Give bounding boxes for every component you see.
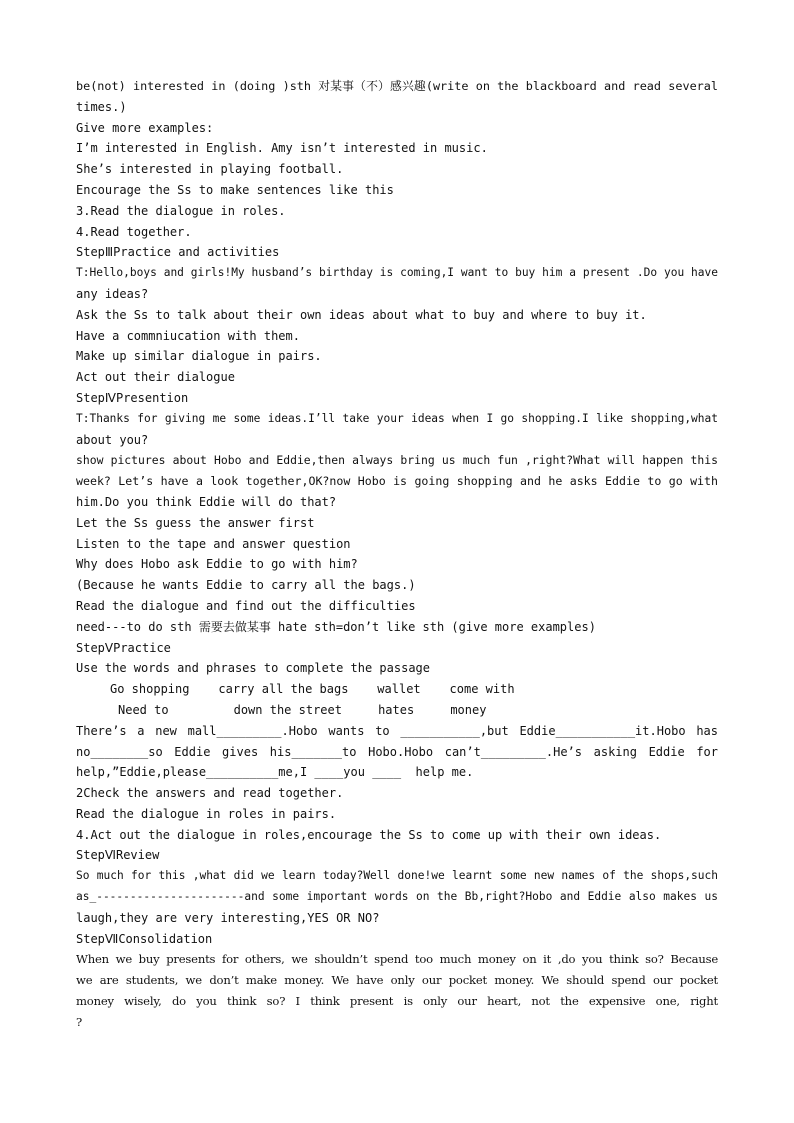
step-heading: StepⅣPresention (76, 390, 189, 405)
text-line: I’m interested in English. Amy isn’t interested in music. (76, 141, 488, 156)
step-heading: StepⅥReview (76, 848, 160, 863)
step-heading: StepⅢPractice and activities (76, 245, 280, 260)
text-line: 4.Read together. (76, 224, 192, 239)
step-heading: StepⅤPractice (76, 640, 171, 655)
text-line: Read the dialogue in roles in pairs. (76, 806, 337, 821)
text-line: She’s interested in playing football. (76, 162, 344, 177)
text-line: Read the dialogue and find out the difficulties (76, 598, 416, 613)
text-line: Make up similar dialogue in pairs. (76, 349, 322, 364)
text-line: 4.Act out the dialogue in roles,encourage the Ss to come up with their own ideas. (76, 827, 662, 842)
text-line: T:Hello,boys and girls!My husband’s birthday is coming,I want to buy him a present .Do you have (76, 266, 718, 280)
text-line: as_----------------------and some important words on the Bb,right?Hobo and Eddie also makes us (76, 890, 718, 904)
exercise-line: help,”Eddie,please__________me,I ____you ____ help me. (76, 765, 474, 780)
text-line: Have a commniucation with them. (76, 328, 300, 343)
word-bank-row: Go shopping carry all the bags wallet come with (110, 682, 515, 697)
step-heading: StepⅦConsolidation (76, 931, 213, 946)
text-line: money wisely, do you think so? I think present is only our heart, not the expensive one, right (76, 994, 718, 1009)
text-line: Give more examples: (76, 120, 214, 135)
text-line: Use the words and phrases to complete the passage (76, 661, 431, 676)
text-line: Ask the Ss to talk about their own ideas about what to buy and where to buy it. (76, 307, 647, 322)
text-line: Encourage the Ss to make sentences like this (76, 182, 394, 197)
text-line: him.Do you think Eddie will do that? (76, 494, 337, 509)
text-line: T:Thanks for giving me some ideas.I’ll take your ideas when I go shopping.I like shopping,what (76, 411, 718, 425)
text-line: (Because he wants Eddie to carry all the bags.) (76, 578, 416, 593)
text-line: Let the Ss guess the answer first (76, 515, 315, 530)
text-line: 3.Read the dialogue in roles. (76, 203, 286, 218)
text-line: So much for this ,what did we learn today?Well done!we learnt some new names of the shops,such (76, 869, 718, 883)
text-line: week? Let’s have a look together,OK?now Hobo is going shopping and he asks Eddie to go with (76, 474, 718, 489)
exercise-line: There’s a new mall_________.Hobo wants to ___________,but Eddie___________it.Hobo has (76, 723, 718, 738)
text-line: Act out their dialogue (76, 370, 235, 385)
exercise-line: no________so Eddie gives his_______to Hobo.Hobo can’t_________.He’s asking Eddie for (76, 744, 718, 759)
text-line: need---to do sth 需要去做某事 hate sth=don’t like sth (give more examples) (76, 619, 596, 634)
text-line: times.) (76, 99, 127, 114)
text-line: show pictures about Hobo and Eddie,then always bring us much fun ,right?What will happen this (76, 453, 718, 468)
text-line: Listen to the tape and answer question (76, 536, 351, 551)
text-line: Why does Hobo ask Eddie to go with him? (76, 557, 358, 572)
text-line: about you? (76, 432, 149, 447)
text-line: we are students, we don’t make money. We have only our pocket money. We should spend our pocket (76, 973, 718, 988)
text-line: 2Check the answers and read together. (76, 786, 344, 801)
text-line: be(not) interested in (doing )sth 对某事（不）感兴趣(write on the blackboard and read several (76, 79, 718, 93)
text-line: ? (76, 1014, 83, 1029)
text-line: When we buy presents for others, we shouldn’t spend too much money on it ,do you think so? Because (76, 952, 718, 967)
text-line: any ideas? (76, 286, 149, 301)
word-bank-row: Need to down the street hates money (118, 702, 487, 717)
text-line: laugh,they are very interesting,YES OR NO? (76, 910, 380, 925)
document-page (76, 76, 718, 1033)
